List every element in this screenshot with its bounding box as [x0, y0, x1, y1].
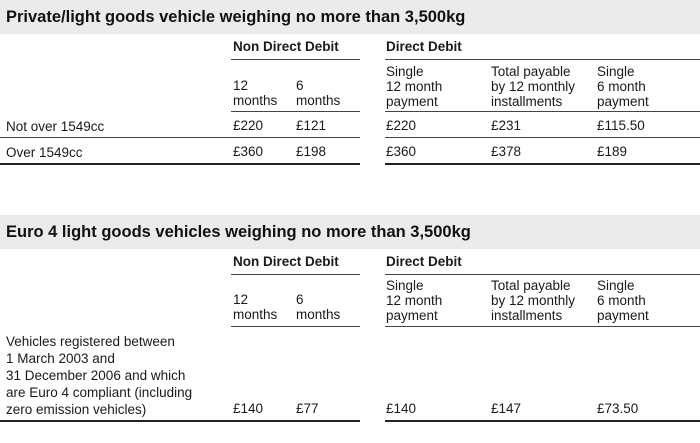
table-cell: £147	[491, 401, 522, 416]
column-header-single-6-month: Single 6 month payment	[597, 278, 649, 323]
table-cell: £121	[296, 118, 327, 133]
group-rule-direct-debit	[385, 59, 700, 60]
table-cell: £231	[491, 118, 522, 133]
column-header-single-12-month: Single 12 month payment	[386, 278, 443, 323]
column-header-single-12-month: Single 12 month payment	[386, 64, 443, 109]
group-rule-direct-debit	[385, 274, 700, 275]
section-private-light-goods	[0, 0, 700, 190]
table-cell: £189	[597, 144, 628, 159]
table-cell: £220	[233, 118, 264, 133]
header-rule-non-direct-debit	[231, 326, 360, 327]
section-euro4-light-goods	[0, 215, 700, 443]
column-header-total-payable: Total payable by 12 monthly installments	[491, 278, 576, 323]
column-header-12-months: 12 months	[233, 292, 278, 322]
table-cell: £77	[296, 401, 319, 416]
column-header-single-6-month: Single 6 month payment	[597, 64, 649, 109]
table-bottom-rule	[385, 420, 700, 422]
table-row-label: Not over 1549cc	[6, 119, 105, 134]
group-header-direct-debit: Direct Debit	[386, 39, 462, 54]
section-title-band	[0, 0, 700, 34]
column-header-6-months: 6 months	[296, 292, 341, 322]
column-header-12-months: 12 months	[233, 78, 278, 108]
row-divider	[385, 137, 700, 138]
table-cell: £140	[386, 401, 417, 416]
row-divider	[0, 137, 360, 138]
group-rule-non-direct-debit	[231, 59, 360, 60]
table-row-label: Over 1549cc	[6, 145, 83, 160]
table-cell: £73.50	[597, 401, 639, 416]
section-title-band	[0, 215, 700, 249]
group-header-non-direct-debit: Non Direct Debit	[233, 254, 339, 269]
table-row-label: Vehicles registered between 1 March 2003 and 31 December 2006 and which are Euro 4 compliant (including zero emission vehicles)	[6, 334, 193, 417]
table-bottom-rule	[385, 163, 700, 165]
table-cell: £220	[386, 118, 417, 133]
group-rule-non-direct-debit	[231, 274, 360, 275]
header-rule-direct-debit	[385, 111, 700, 112]
group-header-non-direct-debit: Non Direct Debit	[233, 39, 339, 54]
column-header-6-months: 6 months	[296, 78, 341, 108]
section-title: Private/light goods vehicle weighing no more than 3,500kg	[6, 8, 466, 26]
table-cell: £360	[386, 144, 417, 159]
table-cell: £360	[233, 144, 264, 159]
table-cell: £115.50	[597, 118, 645, 133]
table-cell: £198	[296, 144, 327, 159]
section-title: Euro 4 light goods vehicles weighing no more than 3,500kg	[6, 223, 471, 241]
table-bottom-rule	[0, 163, 360, 165]
group-header-direct-debit: Direct Debit	[386, 254, 462, 269]
column-header-total-payable: Total payable by 12 monthly installments	[491, 64, 576, 109]
table-cell: £378	[491, 144, 522, 159]
table-cell: £140	[233, 401, 264, 416]
table-bottom-rule	[0, 420, 360, 422]
header-rule-non-direct-debit	[231, 111, 360, 112]
header-rule-direct-debit	[385, 326, 700, 327]
